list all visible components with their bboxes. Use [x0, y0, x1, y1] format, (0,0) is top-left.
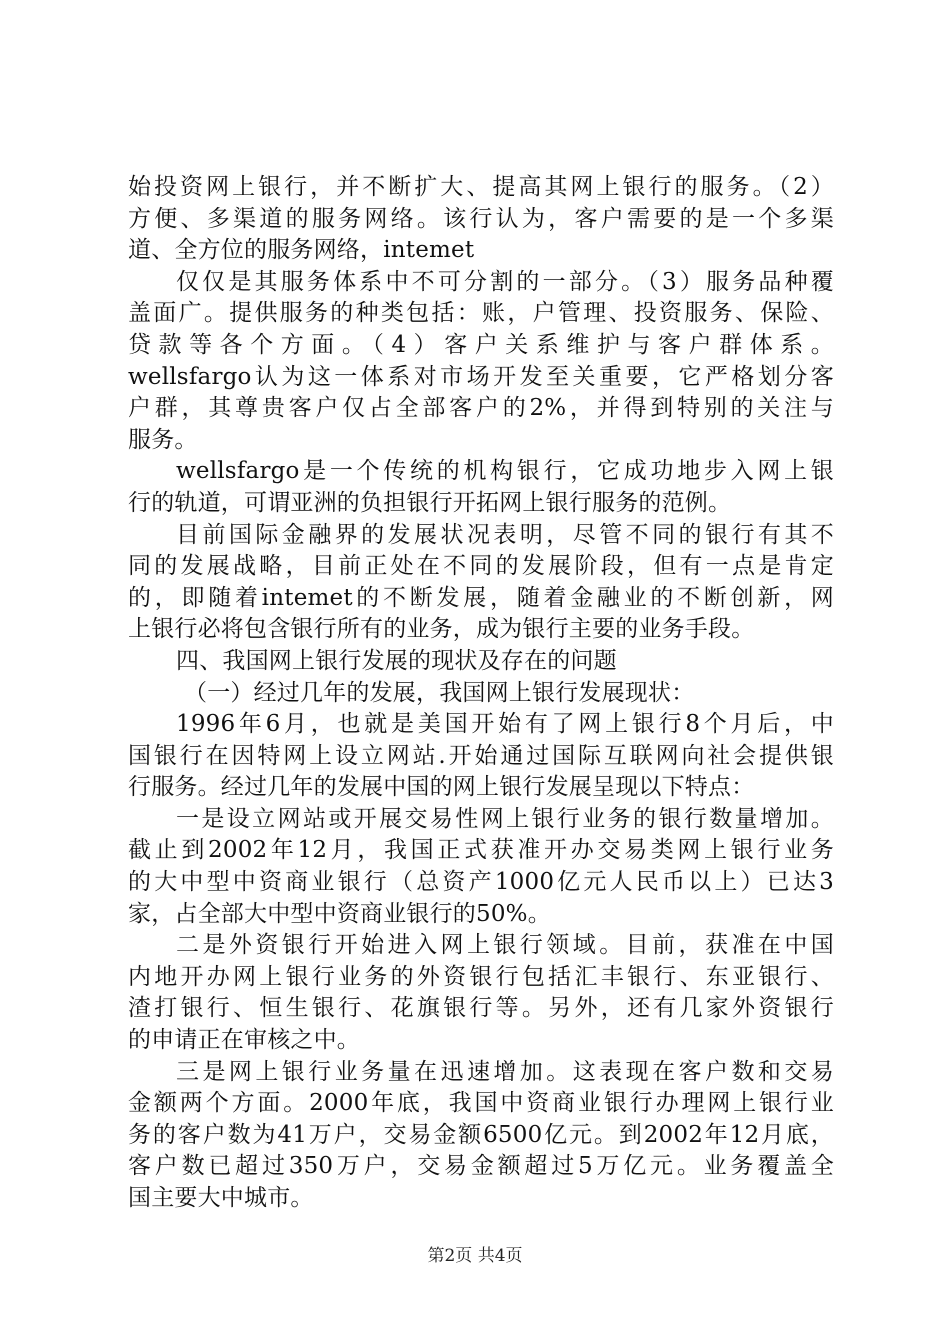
text-line: 同的发展战略，目前正处在不同的发展阶段，但有一点是肯定	[128, 553, 834, 580]
text-line: 上银行必将包含银行所有的业务，成为银行主要的业务手段。	[128, 616, 755, 643]
text-line: 服务。	[128, 426, 198, 453]
text-line: 金额两个方面。2000年底，我国中资商业银行办理网上银行业	[128, 1090, 834, 1117]
paragraph-start-line: 仅仅是其服务体系中不可分割的一部分。（3）服务品种覆	[176, 268, 834, 295]
text-line: 的申请正在审核之中。	[128, 1027, 360, 1054]
subsection-heading: （一）经过几年的发展，我国网上银行发展现状：	[184, 679, 695, 706]
text-line: 户群，其尊贵客户仅占全部客户的2%，并得到特别的关注与	[128, 395, 834, 422]
paragraph-start-line: wellsfargo是一个传统的机构银行，它成功地步入网上银	[176, 458, 834, 485]
paragraph-start-line: 三是网上银行业务量在迅速增加。这表现在客户数和交易	[176, 1058, 834, 1085]
text-line: 国主要大中城市。	[128, 1185, 314, 1211]
text-line: 国银行在因特网上设立网站.开始通过国际互联网向社会提供银	[128, 742, 834, 769]
text-line: 的大中型中资商业银行（总资产1000亿元人民币以上）已达3	[128, 869, 834, 896]
document-body	[128, 172, 834, 1215]
paragraph-start-line: 1996年6月，也就是美国开始有了网上银行8个月后，中	[176, 711, 834, 738]
paragraph-start-line: 目前国际金融界的发展状况表明，尽管不同的银行有其不	[176, 521, 834, 548]
text-line: 方便、多渠道的服务网络。该行认为，客户需要的是一个多渠	[128, 205, 834, 232]
text-line: 家，占全部大中型中资商业银行的50%。	[128, 900, 551, 927]
page-number-footer: 第2页 共4页	[427, 1246, 523, 1266]
paragraph-start-line: 二是外资银行开始进入网上银行领域。目前，获准在中国	[176, 932, 834, 959]
text-line: 截止到2002年12月，我国正式获准开办交易类网上银行业务	[128, 837, 834, 864]
text-line: 盖面广。提供服务的种类包括：账，户管理、投资服务、保险、	[128, 300, 834, 327]
text-line: 客户数已超过350万户，交易金额超过5万亿元。业务覆盖全	[128, 1153, 834, 1180]
text-line: 行服务。经过几年的发展中国的网上银行发展呈现以下特点：	[128, 774, 755, 801]
section-heading: 四、我国网上银行发展的现状及存在的问题	[176, 647, 617, 674]
text-line: 务的客户数为41万户，交易金额6500亿元。到2002年12月底，	[128, 1121, 834, 1148]
text-line: 行的轨道，可谓亚洲的负担银行开拓网上银行服务的范例。	[128, 489, 732, 516]
text-line: 的，即随着intemet的不断发展，随着金融业的不断创新，网	[128, 584, 834, 611]
text-line: 道、全方位的服务网络，intemet	[128, 237, 475, 264]
text-line: 内地开办网上银行业务的外资银行包括汇丰银行、东亚银行、	[128, 963, 834, 990]
paragraph-start-line: 一是设立网站或开展交易性网上银行业务的银行数量增加。	[176, 805, 834, 832]
text-line: 贷款等各个方面。（4）客户关系维护与客户群体系。	[128, 331, 834, 358]
text-line: 渣打银行、恒生银行、花旗银行等。另外，还有几家外资银行	[128, 995, 834, 1022]
text-line: wellsfargo认为这一体系对市场开发至关重要，它严格划分客	[128, 363, 834, 390]
text-line: 始投资网上银行，并不断扩大、提高其网上银行的服务。（2）	[128, 174, 834, 200]
